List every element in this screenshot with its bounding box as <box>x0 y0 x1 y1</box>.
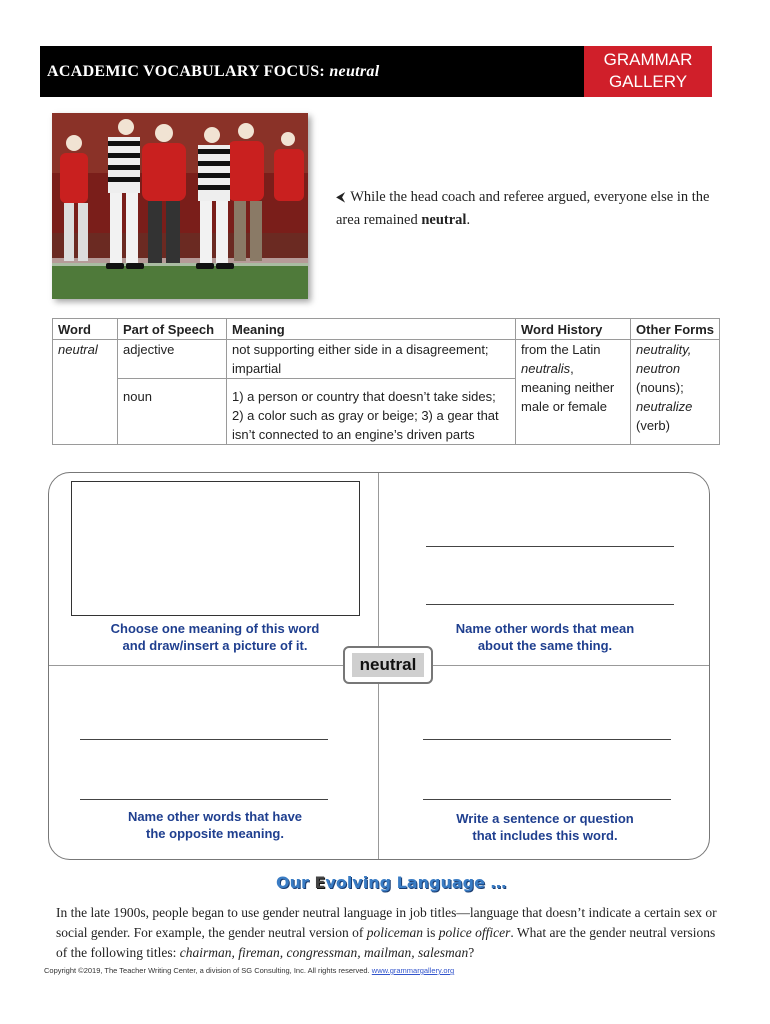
table-header-row <box>53 319 720 340</box>
prompt-antonyms: Name other words that have the opposite meaning. <box>127 809 303 841</box>
center-word: neutral <box>352 653 425 677</box>
cell-pos: noun <box>118 379 227 445</box>
sentence-line-1[interactable] <box>423 739 671 740</box>
picture-box[interactable] <box>71 481 360 616</box>
example-sentence: ⮜ While the head coach and referee argued, everyone else in the area remained neutral. <box>336 189 710 228</box>
arrow-bullet-icon: ⮜ <box>336 190 346 205</box>
antonym-line-1[interactable] <box>80 739 328 740</box>
table-row <box>53 340 720 379</box>
cell-other-forms: neutrality, neutron (nouns); neutralize (verb) <box>631 340 720 445</box>
referee-photo <box>52 113 308 299</box>
header-part-of-speech: Part of Speech <box>118 319 227 340</box>
prompt-sentence: Write a sentence or question that includes this word. <box>456 811 634 843</box>
cell-pos: adjective <box>118 340 227 379</box>
title-word: neutral <box>329 63 380 80</box>
website-link[interactable]: www.grammargallery.org <box>371 966 455 975</box>
cell-meaning: 1) a person or country that doesn’t take sides; 2) a color such as gray or beige; 3) a gear that isn’t connected to an engine’s driven parts <box>227 379 516 445</box>
header-word-history: Word History <box>516 319 631 340</box>
section-title: Our Evolving Language … <box>276 873 507 892</box>
cell-word: neutral <box>53 340 118 445</box>
sentence-line-2[interactable] <box>423 799 671 800</box>
antonym-line-2[interactable] <box>80 799 328 800</box>
evolving-paragraph: In the late 1900s, people began to use gender neutral language in job titles—language that doesn’t indicate a certain sex or social gender. For example, the gender neutral version of policeman is police officer. What are the gender neutral versions of the following titles: chairman, fireman, congressman, mailman, salesman? <box>56 905 717 960</box>
page-title: ACADEMIC VOCABULARY FOCUS: neutral <box>47 63 380 80</box>
header-word: Word <box>53 319 118 340</box>
prompt-synonyms: Name other words that mean about the same thing. <box>455 621 635 653</box>
cell-word-history: from the Latin neutralis, meaning neither male or female <box>516 340 631 445</box>
center-word-box <box>343 646 433 684</box>
prompt-picture: Choose one meaning of this word and draw/insert a picture of it. <box>110 621 320 653</box>
vocabulary-table <box>52 318 720 445</box>
header-meaning: Meaning <box>227 319 516 340</box>
synonym-line-1[interactable] <box>426 546 674 547</box>
cell-meaning: not supporting either side in a disagreement; impartial <box>227 340 516 379</box>
synonym-line-2[interactable] <box>426 604 674 605</box>
copyright-footer: Copyright ©2019, The Teacher Writing Center, a division of SG Consulting, Inc. All rights reserved. www.grammargallery.org <box>44 966 455 975</box>
brand-logo: GRAMMAR GALLERY <box>584 46 712 97</box>
header-other-forms: Other Forms <box>631 319 720 340</box>
